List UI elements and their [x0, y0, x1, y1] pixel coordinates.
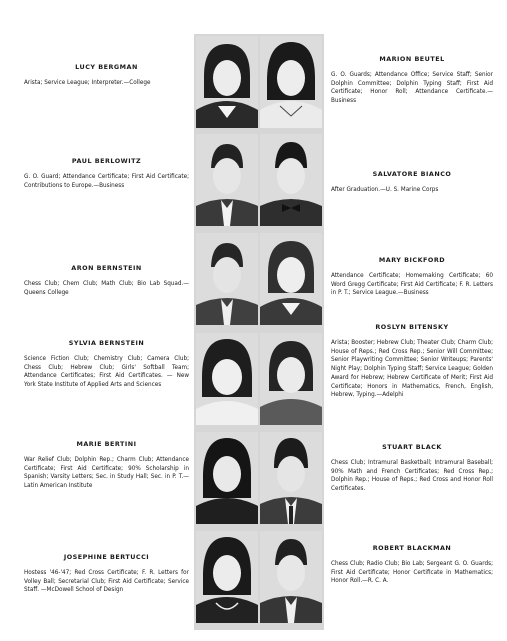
portrait-josephine-bertucci	[196, 531, 258, 623]
portrait-stuart-black	[260, 432, 322, 524]
student-name: SYLVIA BERNSTEIN	[68, 339, 145, 347]
student-entry-marie-bertini	[24, 440, 189, 491]
student-entry-salvatore-bianco	[331, 170, 493, 195]
student-name: LUCY BERGMAN	[75, 63, 138, 71]
student-name: JOSEPHINE BERTUCCI	[63, 553, 150, 561]
portrait-grid	[194, 34, 324, 630]
student-entry-roslyn-bitensky	[331, 323, 493, 400]
student-entry-aron-bernstein	[24, 264, 189, 297]
portrait-salvatore-bianco	[260, 134, 322, 226]
student-name: ARON BERNSTEIN	[71, 264, 142, 272]
student-activities: Chess Club; Intramural Basketball; Intramural Baseball; 90% Math and French Certificates; Red Cross Rep.; Dolphin Rep.; House of Reps.; Red Cross and Honor Roll Certificates.	[331, 460, 493, 493]
student-name: MARY BICKFORD	[378, 256, 446, 264]
student-activities: G. O. Guard; Attendance Certificate; First Aid Certificate; Contributions to Europe.—Business	[24, 174, 189, 189]
student-name: STUART BLACK	[382, 443, 442, 451]
student-activities: Arista; Service League; Interpreter.—College	[24, 80, 151, 86]
student-activities: G. O. Guards; Attendance Office; Service Staff; Senior Dolphin Committee; Dolphin Typing Staff; First Aid Certificate; Honor Roll; Attendance Certificate.—Business	[331, 72, 493, 105]
student-entry-mary-bickford	[331, 256, 493, 298]
portrait-marie-bertini	[196, 432, 258, 524]
student-activities: Chess Club; Radio Club; Bio Lab; Sergeant G. O. Guards; First Aid Certificate; Honor Certificate in Mathematics; Honor Roll.—R. C. A.	[331, 561, 493, 585]
student-entry-paul-berlowitz	[24, 157, 189, 190]
student-name: MARION BEUTEL	[379, 55, 445, 63]
student-name: ROBERT BLACKMAN	[372, 544, 452, 552]
portrait-marion-beutel	[260, 36, 322, 128]
student-activities: Arista; Booster; Hebrew Club; Theater Club; Charm Club; House of Reps.; Red Cross Rep.; Senior Will Committee; Senior Playwriting Committee; Senior Writeups; Parents' Night Play; Dolphin Typing Staff; Service League; Golden Award for Hebrew; Hebrew Certificate of Merit; First Aid Certificate; Honors in Mathematics, French, English, Hebrew, Typing.—Adelphi	[331, 340, 493, 399]
student-activities: Attendance Certificate; Homemaking Certificate; 60 Word Gregg Certificate; First Aid Certificate; F. R. Letters in P. T.; Service League.—Business	[331, 273, 493, 297]
student-activities: Science Fiction Club; Chemistry Club; Camera Club; Chess Club; Hebrew Club; Girls' Softball Team; Attendance Certificates; First Aid Certificates. — New York State Institute of Applied Arts and Sciences	[24, 356, 189, 389]
student-activities: War Relief Club; Dolphin Rep.; Charm Club; Attendance Certificate; First Aid Certificate; 90% Scholarship in Spanish; Varsity Letters; Sec. in Study Hall; Sec. in P. T.—Latin American Institute	[24, 457, 189, 490]
student-name: ROSLYN BITENSKY	[375, 323, 449, 331]
student-entry-lucy-bergman	[24, 63, 189, 88]
student-entry-josephine-bertucci	[24, 553, 189, 595]
portrait-robert-blackman	[260, 531, 322, 623]
student-activities: Hostess '46-'47; Red Cross Certificate; F. R. Letters for Volley Ball; Secretarial Club; First Aid Certificate; Service Staff. —McDowell School of Design	[24, 570, 189, 594]
portrait-mary-bickford	[260, 233, 322, 325]
student-entry-marion-beutel	[331, 55, 493, 106]
student-activities: After Graduation.—U. S. Marine Corps	[331, 187, 439, 193]
portrait-aron-bernstein	[196, 233, 258, 325]
student-entry-stuart-black	[331, 443, 493, 494]
student-name: PAUL BERLOWITZ	[71, 157, 142, 165]
student-name: SALVATORE BIANCO	[372, 170, 452, 178]
portrait-paul-berlowitz	[196, 134, 258, 226]
portrait-roslyn-bitensky	[260, 333, 322, 425]
student-entry-robert-blackman	[331, 544, 493, 586]
student-entry-sylvia-bernstein	[24, 339, 189, 390]
portrait-sylvia-bernstein	[196, 333, 258, 425]
student-activities: Chess Club; Chem Club; Math Club; Bio Lab Squad.—Queens College	[24, 281, 189, 296]
student-name: MARIE BERTINI	[76, 440, 137, 448]
portrait-lucy-bergman	[196, 36, 258, 128]
